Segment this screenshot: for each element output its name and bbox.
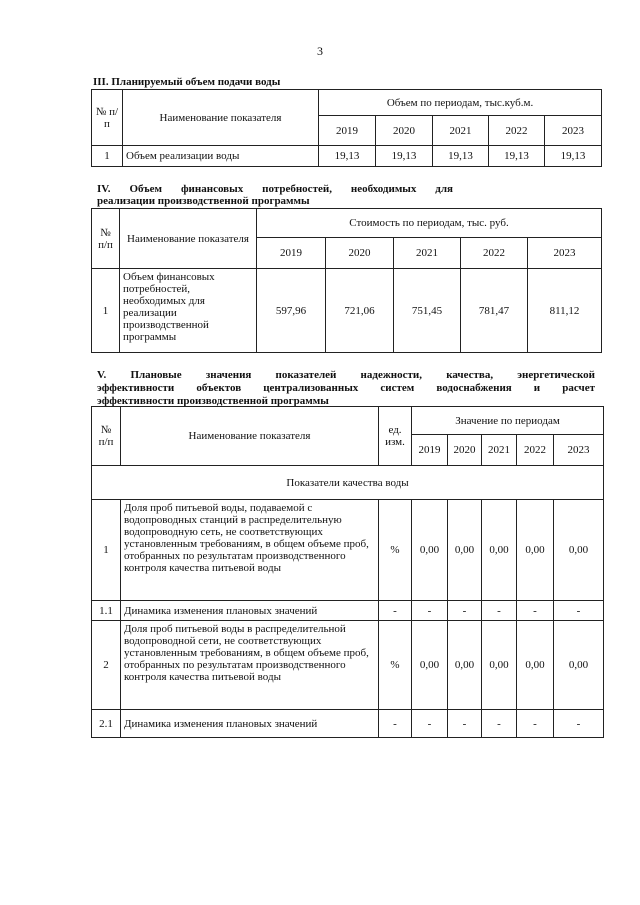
value-cell: 0,00 (517, 621, 554, 710)
row-num: 1 (92, 500, 121, 601)
value-cell: 19,13 (489, 146, 545, 167)
year-2019: 2019 (412, 435, 448, 466)
year-2022: 2022 (517, 435, 554, 466)
year-2020: 2020 (326, 238, 394, 269)
value-cell: - (554, 601, 604, 621)
value-cell: 19,13 (545, 146, 602, 167)
table-row (92, 500, 604, 601)
year-2021: 2021 (482, 435, 517, 466)
header-name: Наименование показателя (120, 209, 257, 269)
section-4-title-line2: реализации производственной программы (97, 195, 310, 207)
value-cell: - (482, 601, 517, 621)
unit-cell: - (379, 601, 412, 621)
value-cell: 0,00 (412, 500, 448, 601)
value-cell: 0,00 (554, 500, 604, 601)
table-row (92, 146, 602, 167)
year-2019: 2019 (319, 116, 376, 146)
value-cell: - (412, 710, 448, 738)
year-2020: 2020 (448, 435, 482, 466)
value-cell: 721,06 (326, 269, 394, 353)
value-cell: 0,00 (517, 500, 554, 601)
value-cell: - (412, 601, 448, 621)
value-cell: - (554, 710, 604, 738)
year-2021: 2021 (394, 238, 461, 269)
value-cell: 0,00 (482, 621, 517, 710)
value-cell: - (482, 710, 517, 738)
row-name: Динамика изменения плановых значений (121, 710, 379, 738)
year-2023: 2023 (545, 116, 602, 146)
quality-subheader: Показатели качества воды (92, 466, 604, 500)
unit-cell: % (379, 621, 412, 710)
row-num: 2 (92, 621, 121, 710)
table-row (92, 601, 604, 621)
header-name: Наименование показателя (121, 407, 379, 466)
value-cell: - (448, 710, 482, 738)
value-cell: 0,00 (448, 621, 482, 710)
value-cell: 597,96 (257, 269, 326, 353)
value-cell: 751,45 (394, 269, 461, 353)
value-cell: 811,12 (528, 269, 602, 353)
header-num: № п/п (92, 209, 120, 269)
section-5-title-line2: эффективности объектов централизованных систем водоснабжения и расчет (97, 382, 595, 394)
row-num: 1 (92, 146, 123, 167)
year-2022: 2022 (461, 238, 528, 269)
reliability-indicators-table (91, 406, 604, 738)
year-2020: 2020 (376, 116, 433, 146)
table-row (92, 710, 604, 738)
row-name: Динамика изменения плановых значений (121, 601, 379, 621)
value-cell: 19,13 (433, 146, 489, 167)
row-name: Объем реализации воды (123, 146, 319, 167)
header-period-group: Объем по периодам, тыс.куб.м. (319, 90, 602, 116)
year-2019: 2019 (257, 238, 326, 269)
section-5-title-line1: V. Плановые значения показателей надежности, качества, энергетической (97, 369, 595, 381)
header-name: Наименование показателя (123, 90, 319, 146)
header-period-group: Значение по периодам (412, 407, 604, 435)
page-number: 3 (317, 44, 323, 58)
value-cell: 0,00 (448, 500, 482, 601)
header-num: № п/п (92, 407, 121, 466)
section-3-title: III. Планируемый объем подачи воды (93, 76, 281, 88)
year-2023: 2023 (554, 435, 604, 466)
year-2023: 2023 (528, 238, 602, 269)
row-name: Объем финансовых потребностей, необходимых для реализации производственной программы (120, 269, 257, 353)
row-name: Доля проб питьевой воды в распределительной водопроводной сети, не соответствующих установленным требованиям, в общем объеме проб, отобранных по результатам производственного контроля качества питьевой воды (121, 621, 379, 710)
header-num: № п/п (92, 90, 123, 146)
year-2021: 2021 (433, 116, 489, 146)
header-unit: ед. изм. (379, 407, 412, 466)
header-period-group: Стоимость по периодам, тыс. руб. (257, 209, 602, 238)
row-num: 1.1 (92, 601, 121, 621)
value-cell: - (517, 710, 554, 738)
row-num: 1 (92, 269, 120, 353)
value-cell: 0,00 (554, 621, 604, 710)
row-num: 2.1 (92, 710, 121, 738)
section-4-title-line1: IV. Объем финансовых потребностей, необходимых для (97, 183, 453, 195)
value-cell: - (448, 601, 482, 621)
value-cell: 19,13 (319, 146, 376, 167)
section-5-title-line3: эффективности производственной программы (97, 395, 329, 407)
value-cell: - (517, 601, 554, 621)
planned-water-supply-table (91, 89, 602, 167)
value-cell: 781,47 (461, 269, 528, 353)
value-cell: 19,13 (376, 146, 433, 167)
table-row (92, 269, 602, 353)
year-2022: 2022 (489, 116, 545, 146)
value-cell: 0,00 (482, 500, 517, 601)
row-name: Доля проб питьевой воды, подаваемой с водопроводных станций в распределительную водопроводную сеть, не соответствующих установленным требованиям, в общем объеме проб, отобранных по результатам производственного контроля качества питьевой воды (121, 500, 379, 601)
value-cell: 0,00 (412, 621, 448, 710)
table-row (92, 621, 604, 710)
unit-cell: % (379, 500, 412, 601)
financial-needs-table (91, 208, 602, 353)
unit-cell: - (379, 710, 412, 738)
